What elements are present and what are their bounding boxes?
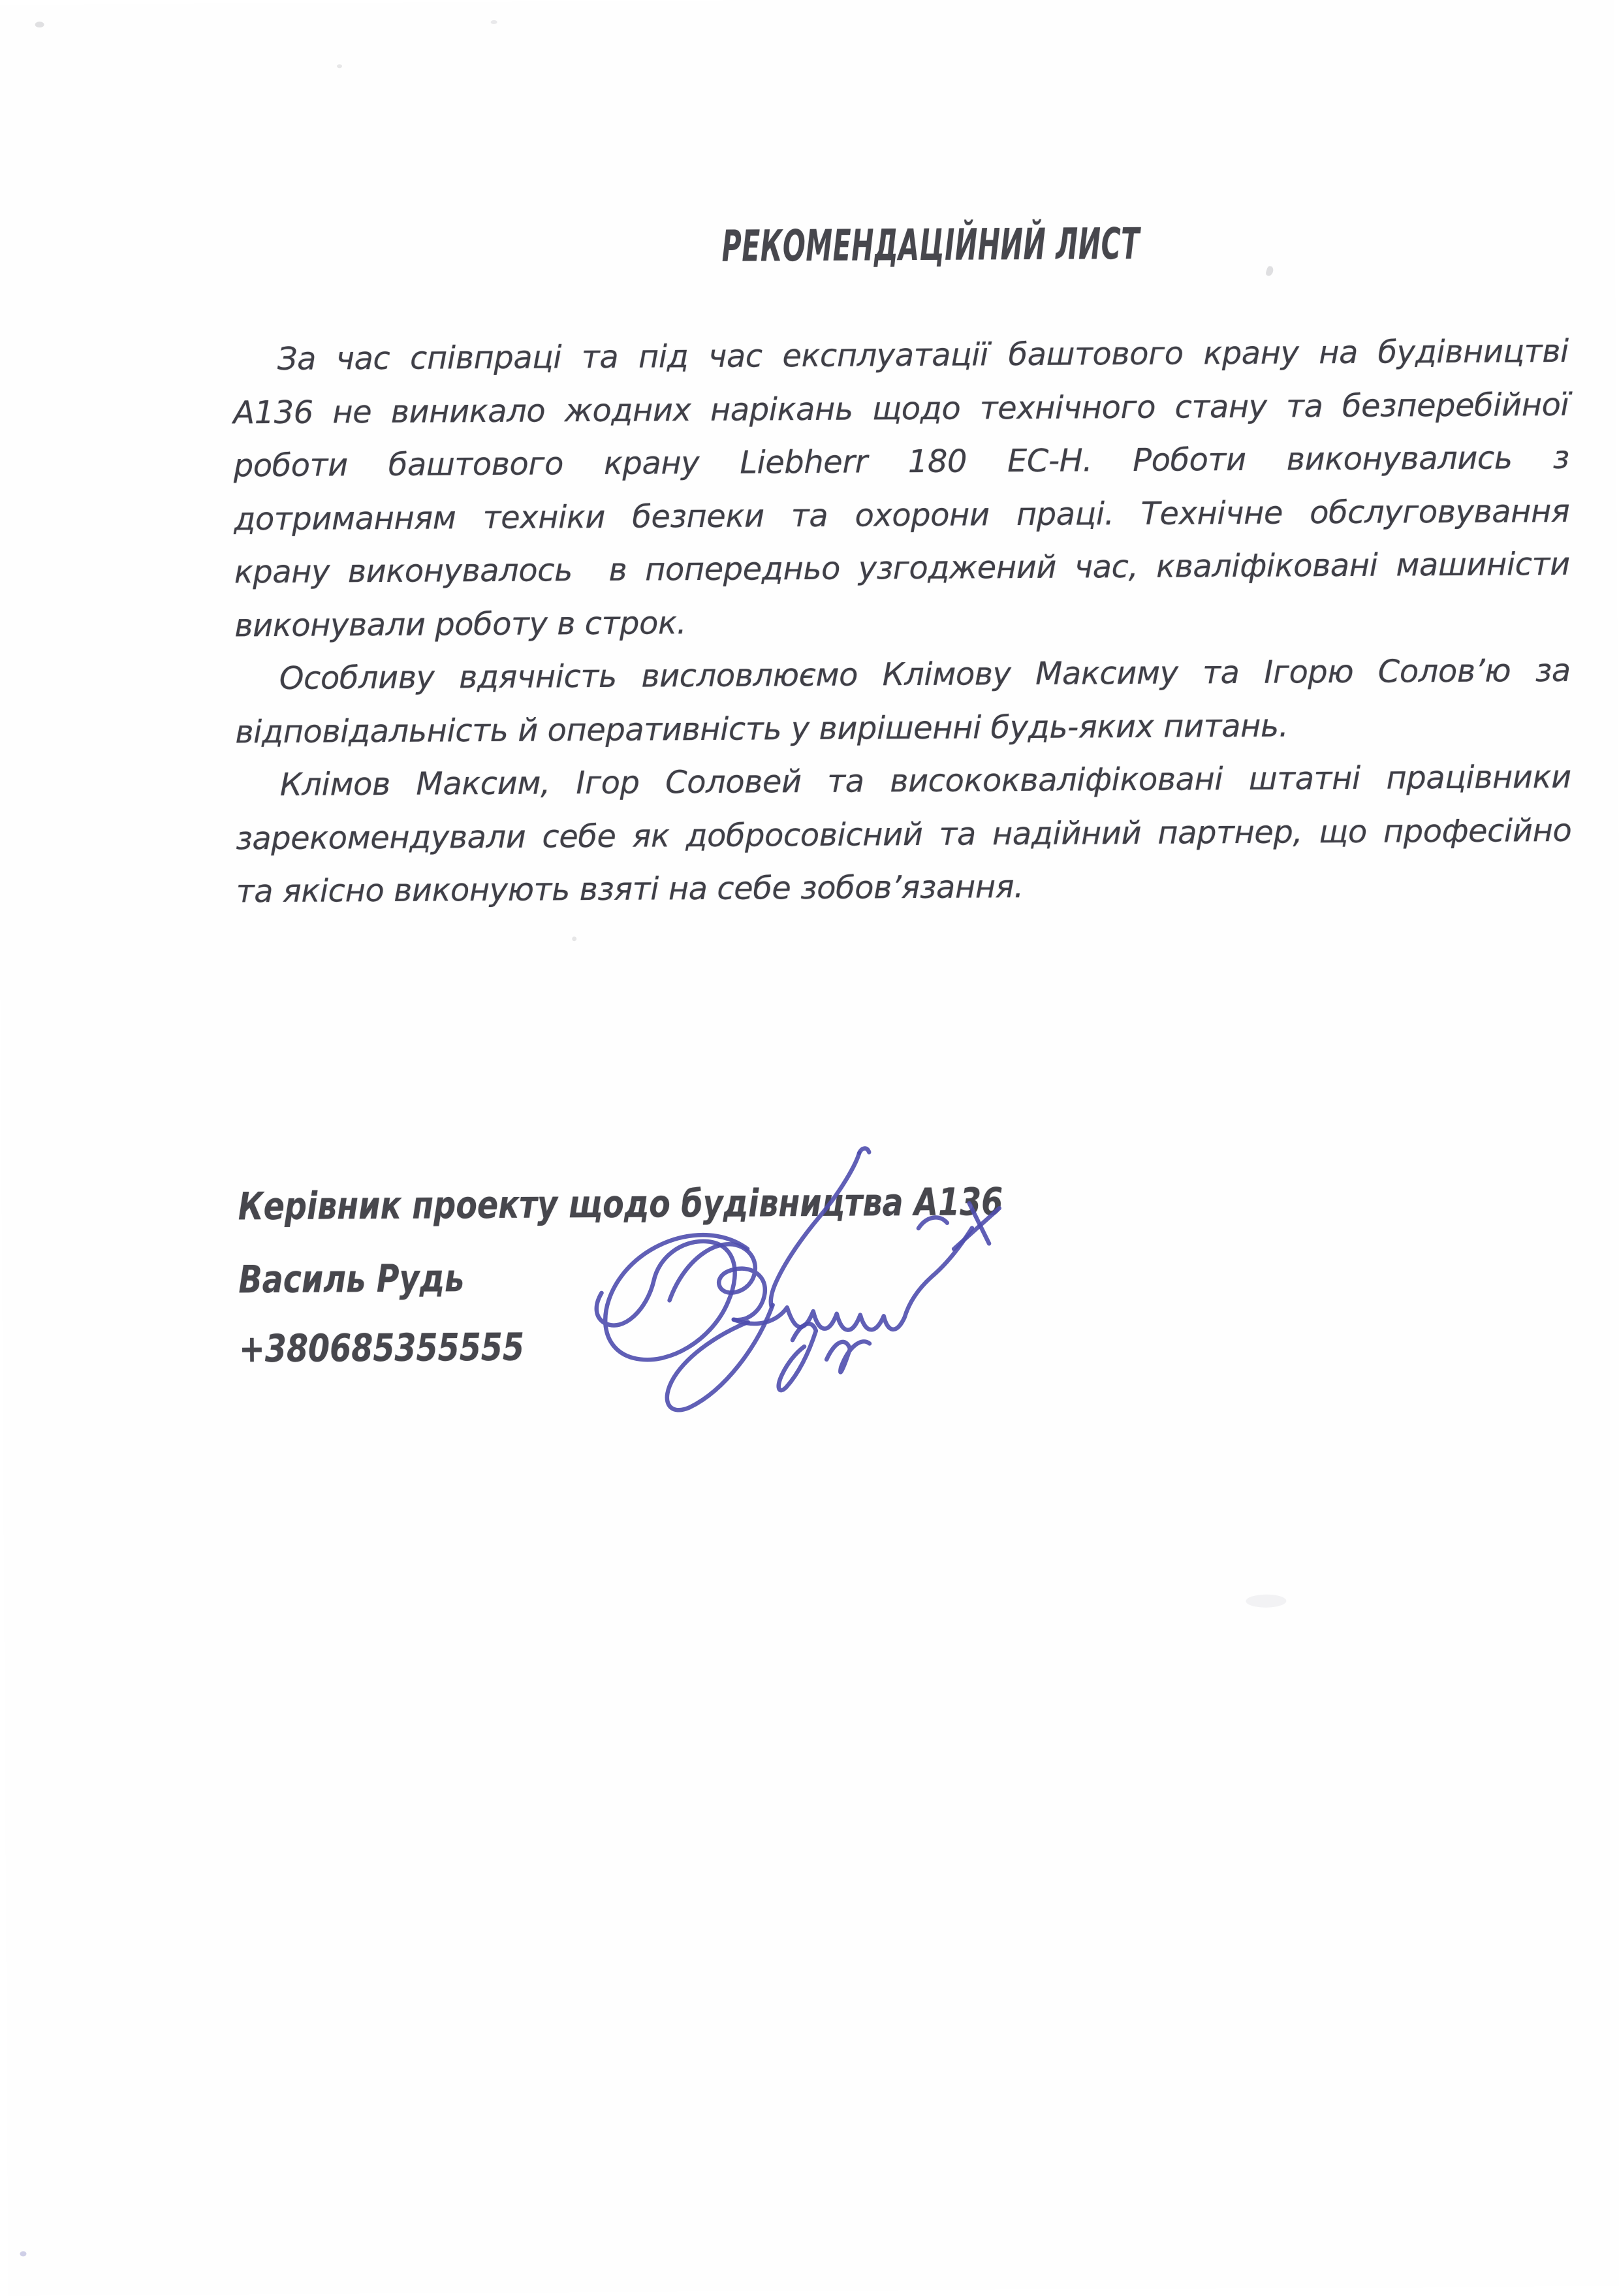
body-line: Особливу вдячність висловлюємо Клімову Максиму та Ігорю Солов’ю за [279, 652, 1571, 697]
signature-scribble [576, 1143, 1022, 1426]
signatory-name: Василь Рудь [238, 1256, 465, 1302]
signatory-phone: +380685355555 [238, 1324, 525, 1371]
page-title: РЕКОМЕНДАЦІЙНИЙ ЛИСТ [721, 218, 1140, 272]
body-line: виконували роботу в строк. [234, 604, 687, 644]
body-line: А136 не виникало жодних нарікань щодо технічного стану та безперебійної [233, 386, 1569, 431]
body-line: дотриманням техніки безпеки та охорони праці. Технічне обслуговування [234, 492, 1570, 537]
body-line: та якісно виконують взяті на себе зобов’язання. [236, 868, 1024, 910]
scan-speckle [1246, 1595, 1286, 1608]
scan-speckle [20, 2251, 26, 2256]
scan-speckle [337, 64, 342, 68]
body-line: роботи баштового крану Liebherr 180 EC-H. Роботи виконувались з [233, 439, 1569, 485]
body-line: За час співпраці та під час експлуатації баштового крану на будівництві [277, 332, 1569, 377]
scan-speckle [35, 22, 44, 27]
scan-speckle [1265, 266, 1274, 277]
scan-speckle [491, 20, 497, 24]
body-line: відповідальність й оперативність у вирішенні будь-яких питань. [235, 707, 1289, 750]
body-line: зарекомендували себе як добросовісний та надійний партнер, що професійно [236, 812, 1572, 857]
body-line: Клімов Максим, Ігор Соловей та висококваліфіковані штатні працівники [279, 758, 1571, 803]
signature-role-line: Керівник проекту щодо будівництва А136 [238, 1179, 1003, 1229]
letter-body [233, 325, 1572, 919]
scan-speckle [572, 936, 576, 941]
body-line: крану виконувалось в попередньо узгоджений час, кваліфіковані машиністи [234, 545, 1570, 591]
